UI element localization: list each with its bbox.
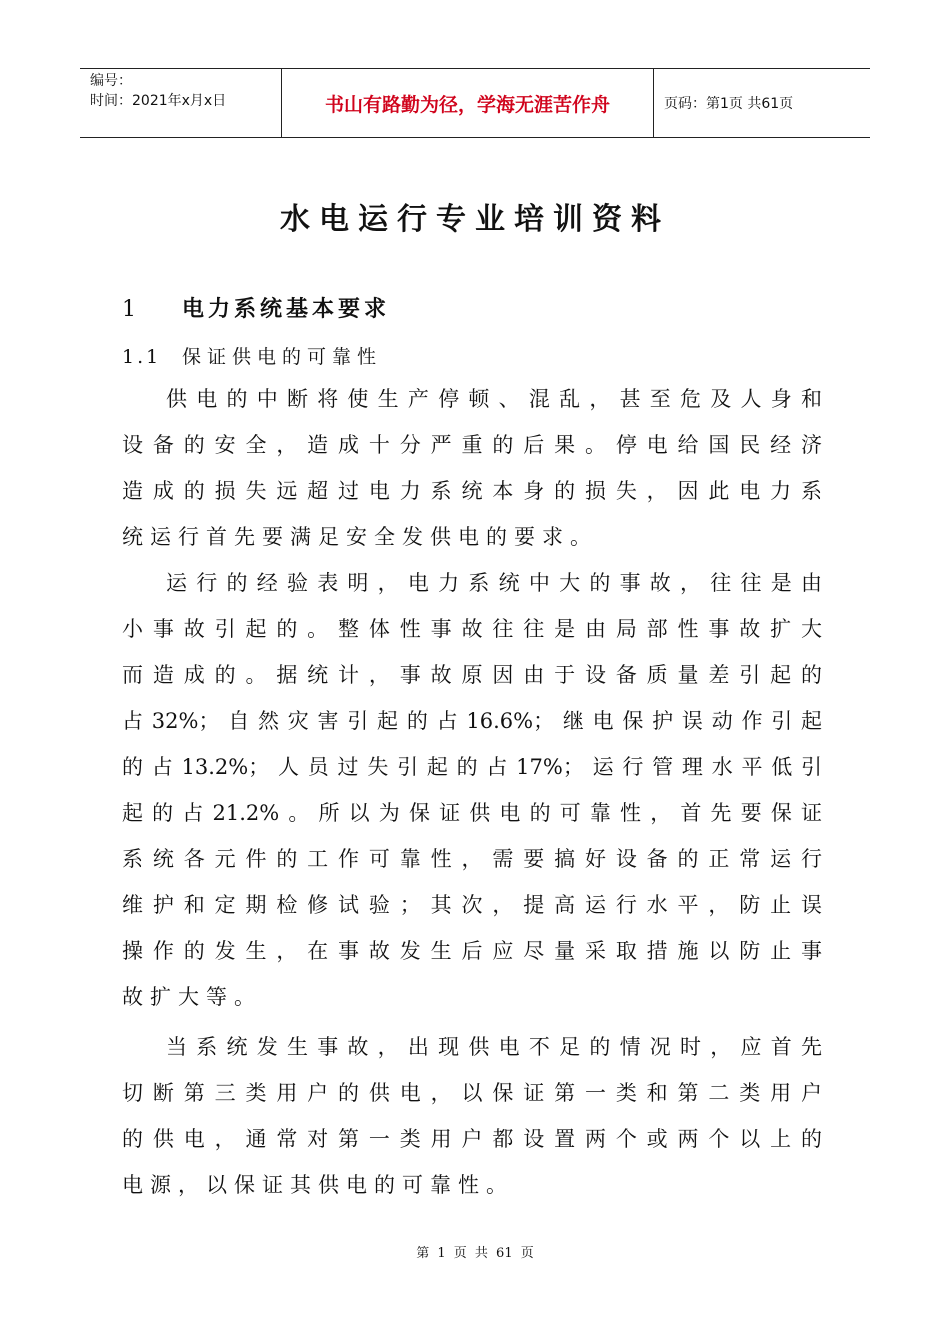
section-title: 电力系统基本要求: [182, 296, 391, 322]
paragraph-line: 电源，以保证其供电的可靠性。: [122, 1173, 514, 1197]
paragraph-line: 占32%；自然灾害引起的占16.6%；继电保护误动作引起: [122, 709, 822, 733]
paragraph-line: 当系统发生事故，出现供电不足的情况时，应首先: [166, 1035, 822, 1059]
paragraph-line: 统运行首先要满足安全发供电的要求。: [122, 525, 598, 549]
header-page-info: 页码：第1页 共61页: [664, 96, 794, 112]
paragraph-line: 系统各元件的工作可靠性，需要搞好设备的正常运行: [122, 847, 822, 871]
section-number: 1: [122, 297, 136, 322]
paragraph-line: 操作的发生，在事故发生后应尽量采取措施以防止事: [122, 939, 822, 963]
document-title: 水电运行专业培训资料: [280, 202, 670, 237]
paragraph-line: 运行的经验表明，电力系统中大的事故，往往是由: [166, 571, 822, 595]
subsection-number: 1.1: [122, 346, 162, 368]
paragraph-line: 起的占21.2%。所以为保证供电的可靠性，首先要保证: [122, 801, 822, 825]
paragraph-line: 切断第三类用户的供电，以保证第一类和第二类用户: [122, 1081, 822, 1105]
paragraph-line: 供电的中断将使生产停顿、混乱，甚至危及人身和: [166, 387, 822, 411]
paragraph-line: 而造成的。据统计，事故原因由于设备质量差引起的: [122, 663, 822, 687]
document-number-label: 编号：: [90, 73, 132, 89]
subsection-heading: [122, 342, 382, 369]
paragraph-line: 的供电，通常对第一类用户都设置两个或两个以上的: [122, 1127, 822, 1151]
header-motto: 书山有路勤为径，学海无涯苦作舟: [282, 69, 654, 137]
document-time-label: 时间：2021年x月x日: [90, 93, 227, 109]
page-footer: 第 1 页 共 61 页: [416, 1246, 534, 1261]
subsection-title: 保证供电的可靠性: [182, 346, 383, 368]
page-header: [80, 68, 870, 138]
paragraph-line: 设备的安全，造成十分严重的后果。停电给国民经济: [122, 433, 822, 457]
paragraph-line: 维护和定期检修试验；其次，提高运行水平，防止误: [122, 893, 822, 917]
paragraph-line: 造成的损失远超过电力系统本身的损失，因此电力系: [122, 479, 822, 503]
paragraph-line: 故扩大等。: [122, 985, 262, 1009]
paragraph-line: 小事故引起的。整体性事故往往是由局部性事故扩大: [122, 617, 822, 641]
section-heading: [122, 292, 390, 323]
paragraph-line: 的占13.2%；人员过失引起的占17%；运行管理水平低引: [122, 755, 822, 779]
header-meta: [80, 69, 282, 137]
